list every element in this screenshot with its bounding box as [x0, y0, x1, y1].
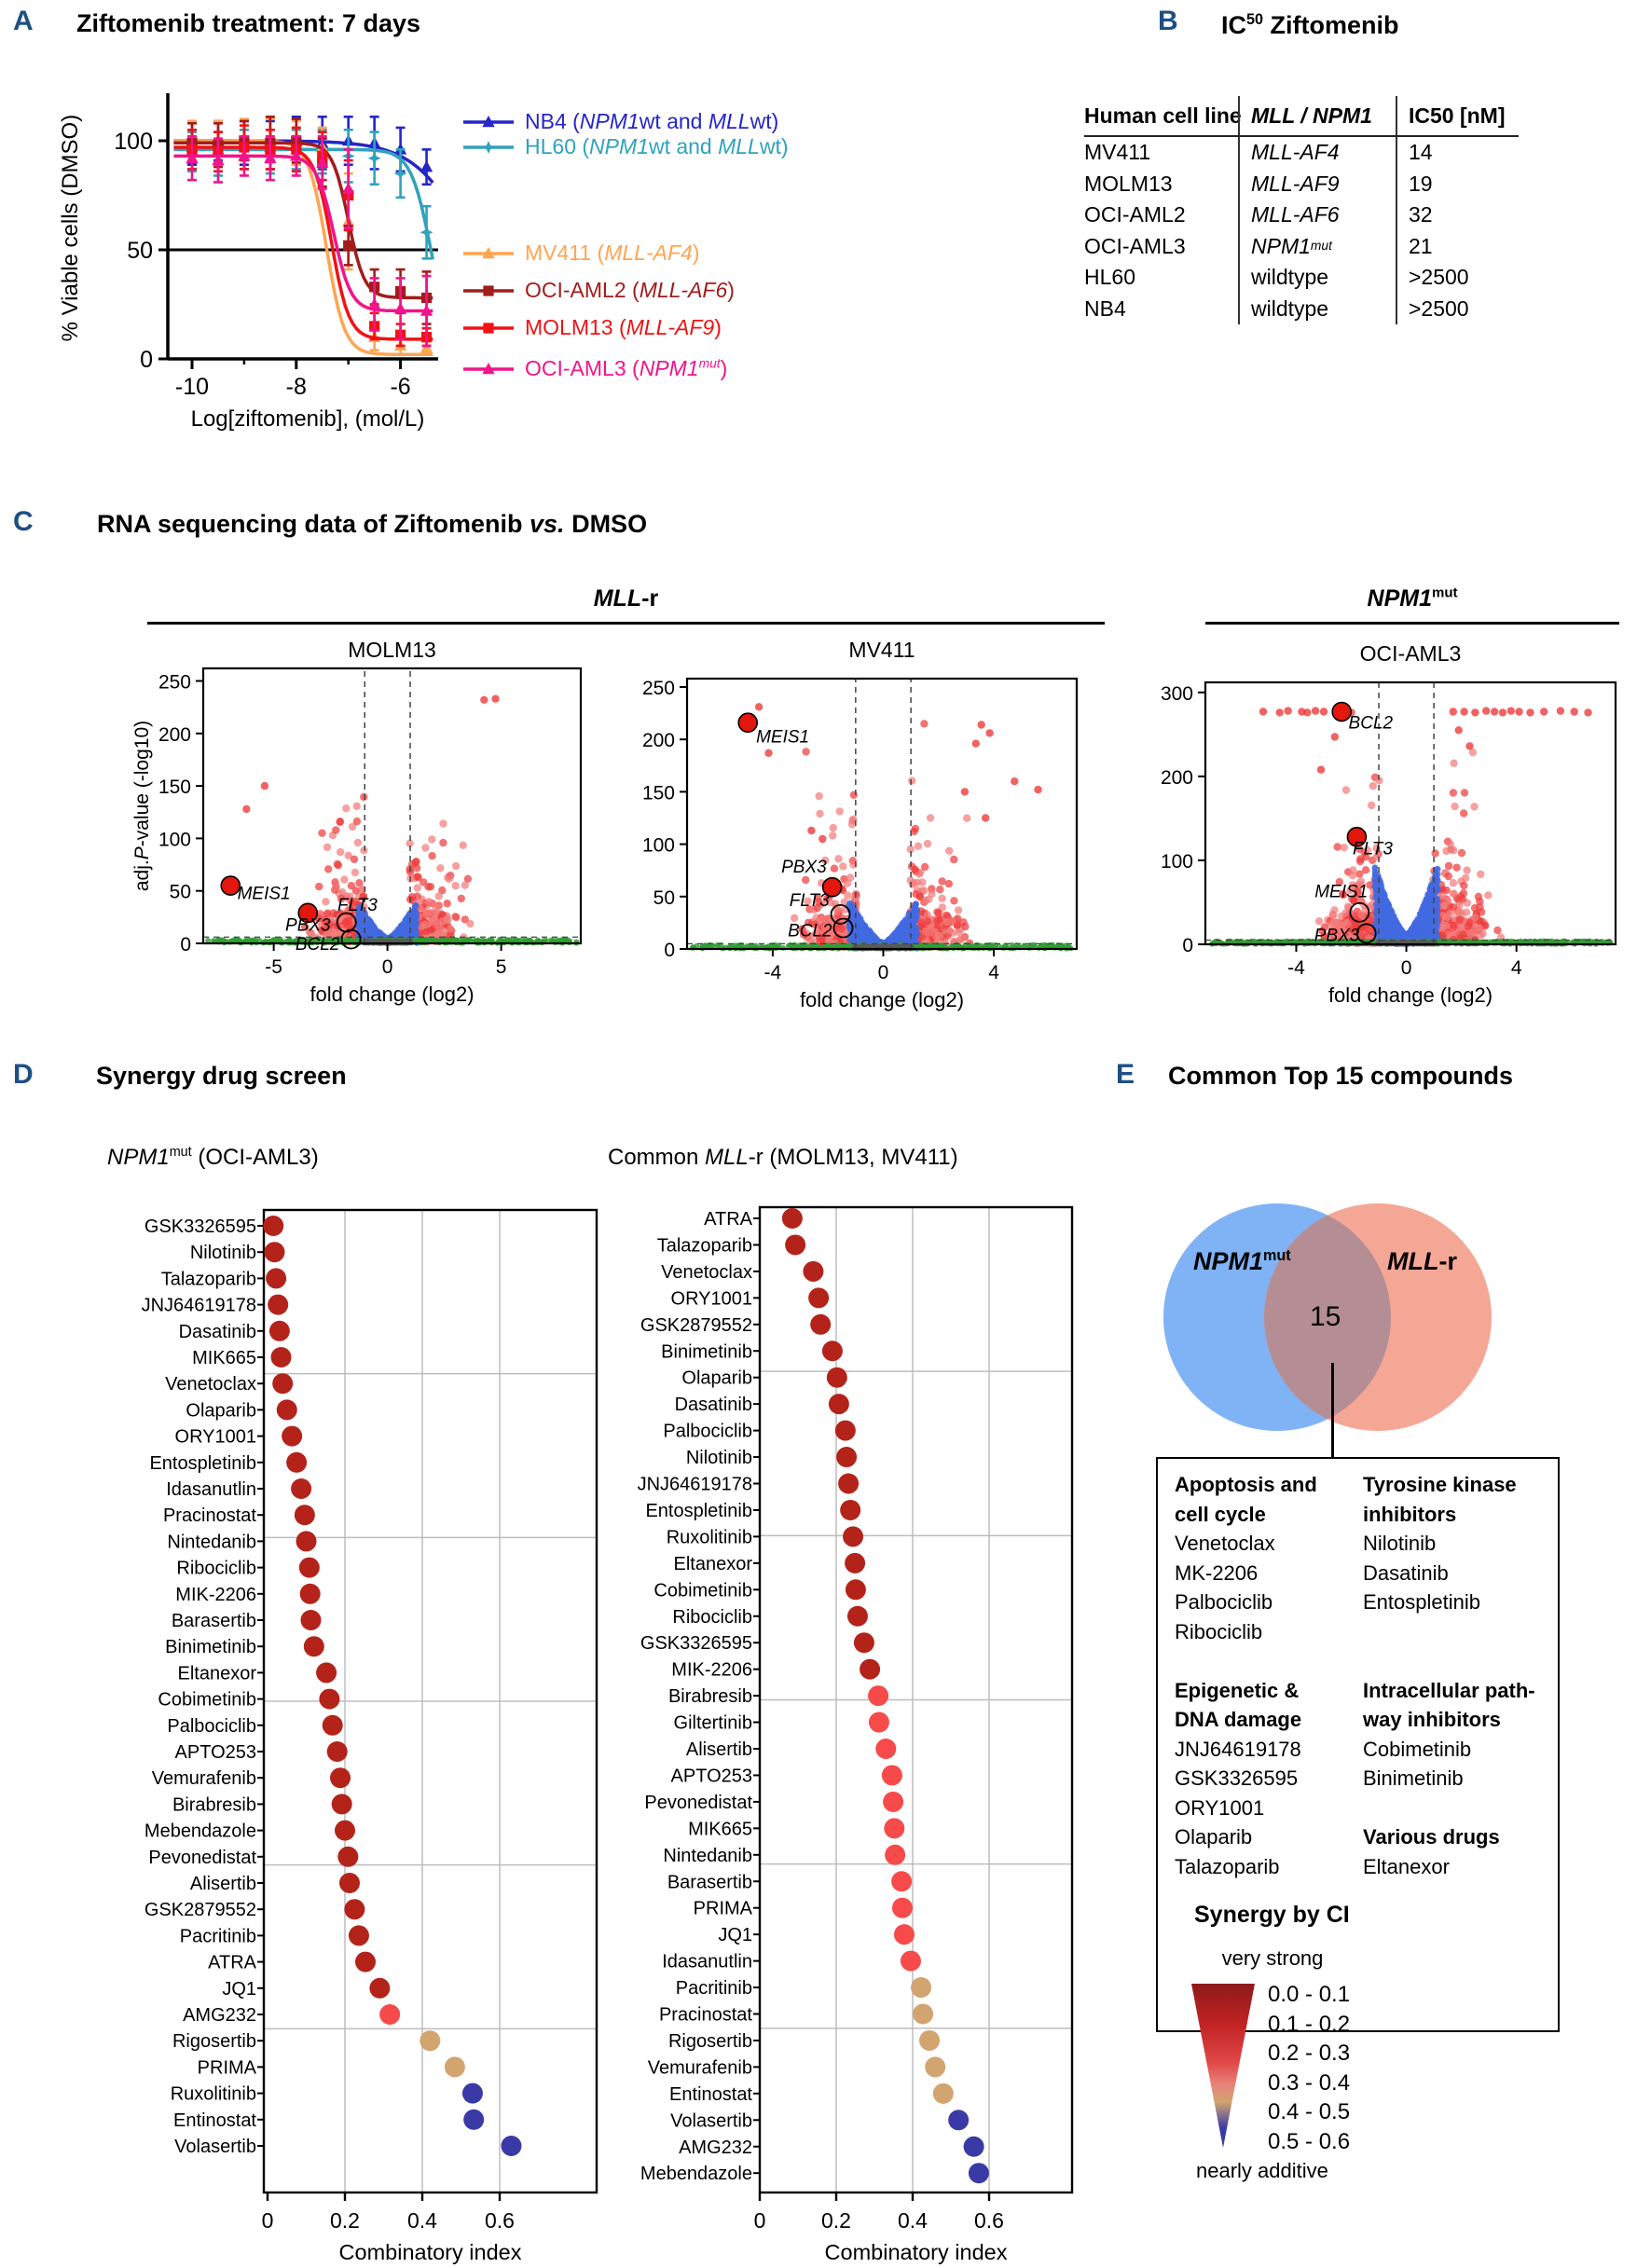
table-cell: MOLM13 [1084, 171, 1173, 196]
table-cell: NB4 [1084, 296, 1126, 321]
svg-text:Log[ziftomenib], (mol/L): Log[ziftomenib], (mol/L) [190, 406, 425, 432]
synergy-dotplot-mllr [559, 1198, 1137, 2268]
compound-spacer [1363, 1794, 1535, 1823]
volcano-title-oci-aml3: OCI-AML3 [1359, 641, 1462, 666]
compound-line: GSK3326595 [1175, 1766, 1299, 1790]
svg-text:PBX3: PBX3 [285, 915, 331, 936]
panel-e-label: E [1116, 1059, 1135, 1090]
table-cell: 14 [1396, 137, 1519, 169]
compound-line: way inhibitors [1363, 1708, 1501, 1731]
svg-text:5: 5 [495, 956, 507, 978]
synergy-legend-top-label: very strong [1221, 1946, 1324, 1970]
svg-text:50: 50 [653, 887, 675, 909]
compound-line: Cobimetinib [1363, 1737, 1472, 1761]
panel-d-label: D [13, 1059, 34, 1090]
svg-text:0: 0 [180, 934, 191, 955]
legend-item-oci-aml3 [461, 356, 727, 381]
legend-label: MV411 (MLL-AF4) [525, 241, 700, 265]
svg-text:250: 250 [641, 677, 675, 699]
svg-text:4: 4 [988, 962, 999, 983]
venn-overlap-count: 15 [1310, 1301, 1341, 1332]
table-cell: MLL-AF4 [1238, 137, 1396, 169]
table-cell: Human cell line [1084, 103, 1242, 128]
svg-text:200: 200 [641, 730, 675, 752]
panel-b-label: B [1158, 6, 1178, 36]
venn-connector-line [1331, 1363, 1334, 1457]
legend-label: OCI-AML3 $(NPM1^{mut})$ [525, 356, 728, 380]
table-cell: MLL-AF6 [1238, 199, 1396, 231]
table-cell: MV411 [1084, 140, 1151, 165]
legend-label: MOLM13 (MLL-AF9) [525, 315, 722, 339]
volcano-plot-oci-aml3 [1135, 671, 1623, 1009]
synergy-dotplot-npm1 [56, 1198, 634, 2268]
legend-item-hl60 [461, 134, 789, 159]
compound-column-left [1175, 1470, 1317, 1881]
synergy-legend-title: Synergy by CI [1194, 1902, 1350, 1928]
venn-label-npm1: $NPM1^{mut}$ [1193, 1247, 1291, 1275]
table-cell: OCI-AML2 [1084, 202, 1186, 227]
compound-spacer [1363, 1646, 1535, 1676]
group-header-npm1mut: $NPM1^{mut}$ [1367, 584, 1458, 612]
ci-range-label: 0.0 - 0.1 [1268, 1982, 1351, 2007]
venn-label-mllr: MLL-r [1387, 1247, 1457, 1275]
compound-line: cell cycle [1175, 1502, 1266, 1526]
ci-range-label: 0.1 - 0.2 [1268, 2011, 1351, 2037]
compound-line: Dasatinib [1363, 1560, 1449, 1585]
panel-a-label: A [13, 6, 34, 36]
table-cell: IC50 [nM] [1396, 96, 1519, 135]
volcano-plot-molm13 [133, 657, 588, 1010]
compound-line: Nilotinib [1363, 1532, 1437, 1555]
compound-line: Olaparib [1175, 1825, 1253, 1849]
compound-line: Intracellular path- [1363, 1678, 1535, 1702]
table-cell: OCI-AML3 [1084, 233, 1186, 258]
table-cell: wildtype [1238, 294, 1396, 325]
ci-range-label: 0.4 - 0.5 [1268, 2099, 1351, 2125]
synergy-legend-bottom-label: nearly additive [1196, 2159, 1328, 2182]
svg-text:150: 150 [641, 782, 675, 804]
compound-column-right [1363, 1470, 1535, 1881]
svg-text:MEIS1: MEIS1 [756, 727, 810, 748]
table-cell: NPM1 mut [1238, 231, 1396, 263]
compound-line: Apoptosis and [1175, 1473, 1317, 1496]
compound-line: Venetoclax [1175, 1532, 1275, 1555]
svg-text:MEIS1: MEIS1 [237, 884, 291, 904]
panel-d-title: Synergy drug screen [96, 1062, 347, 1090]
panel-e-title: Common Top 15 compounds [1168, 1062, 1513, 1090]
svg-text:BCL2: BCL2 [295, 934, 340, 955]
group-header-mll-r: MLL-r [593, 585, 659, 612]
svg-text:0: 0 [381, 956, 393, 978]
ci-range-label: 0.5 - 0.6 [1268, 2129, 1351, 2154]
svg-text:fold change (log2): fold change (log2) [310, 983, 475, 1006]
dotplot-subtitle-npm1: $NPM1^{mut}$ (OCI-AML3) [107, 1145, 319, 1170]
svg-text:-6: -6 [390, 374, 411, 400]
compound-line: Talazoparib [1175, 1854, 1280, 1878]
svg-text:250: 250 [158, 671, 191, 694]
compound-line: inhibitors [1363, 1502, 1457, 1526]
svg-text:fold change (log2): fold change (log2) [799, 988, 965, 1011]
table-cell: HL60 [1084, 265, 1135, 290]
svg-text:-10: -10 [174, 374, 210, 400]
table-cell: MLL / NPM1 [1238, 96, 1396, 135]
ci-range-label: 0.2 - 0.3 [1268, 2041, 1351, 2067]
svg-text:0: 0 [877, 962, 889, 983]
svg-text:100: 100 [114, 129, 153, 155]
table-cell: wildtype [1238, 262, 1396, 294]
svg-text:-8: -8 [285, 374, 307, 400]
legend-item-mv411 [461, 241, 699, 266]
table-row [1084, 169, 1519, 200]
panel-a-title: Ziftomenib treatment: 7 days [76, 9, 421, 37]
svg-text:0: 0 [664, 940, 675, 961]
dose-legend [461, 51, 984, 424]
compound-line: JNJ64619178 [1175, 1737, 1301, 1761]
group-underline-npm1mut [1205, 622, 1619, 625]
ci-range-label: 0.3 - 0.4 [1268, 2069, 1351, 2096]
table-cell: 21 [1396, 231, 1519, 263]
compound-line: ORY1001 [1175, 1795, 1265, 1820]
table-cell: 32 [1396, 199, 1519, 231]
svg-text:adj.P-value (-log10): adj.P-value (-log10) [131, 720, 153, 892]
svg-text:100: 100 [158, 829, 191, 851]
table-header-row [1084, 96, 1519, 137]
compound-spacer [1363, 1617, 1535, 1647]
volcano-title-molm13: MOLM13 [348, 638, 436, 662]
compound-line: Eltanexor [1363, 1854, 1450, 1878]
compound-line: Ribociclib [1175, 1619, 1263, 1643]
compound-line: Various drugs [1363, 1825, 1500, 1849]
table-cell: >2500 [1396, 262, 1519, 294]
svg-text:PBX3: PBX3 [781, 857, 827, 877]
panel-b-title: IC$^{50}$ Ziftomenib [1221, 11, 1399, 39]
table-row [1084, 262, 1519, 294]
svg-text:50: 50 [169, 881, 191, 903]
compound-spacer [1175, 1646, 1317, 1676]
table-row [1084, 294, 1519, 325]
compound-line: Palbociclib [1175, 1590, 1273, 1614]
compound-line: Binimetinib [1363, 1766, 1464, 1790]
compound-line: Epigenetic & [1175, 1678, 1300, 1702]
compound-line: DNA damage [1175, 1708, 1302, 1731]
dotplot-subtitle-mllr: Common MLL-r (MOLM13, MV411) [608, 1145, 958, 1170]
svg-text:50: 50 [127, 238, 153, 264]
compound-line: MK-2206 [1175, 1560, 1259, 1585]
svg-text:0: 0 [140, 347, 153, 373]
svg-text:% Viable cells (DMSO): % Viable cells (DMSO) [58, 114, 83, 342]
svg-text:200: 200 [158, 723, 191, 746]
volcano-plot-mv411 [617, 667, 1084, 1012]
table-row [1084, 137, 1519, 169]
legend-item-oci-aml2 [461, 278, 735, 303]
compound-line: Tyrosine kinase [1363, 1473, 1517, 1496]
legend-label: HL60 (NPM1wt and MLLwt) [525, 134, 789, 158]
panel-c-label: C [13, 506, 34, 537]
ic50-table [1084, 96, 1519, 324]
svg-text:FLT3: FLT3 [337, 896, 378, 916]
synergy-gradient-triangle [1191, 1984, 1255, 2148]
compound-line: Entospletinib [1363, 1590, 1480, 1614]
svg-text:-4: -4 [763, 962, 782, 983]
table-cell: MLL-AF9 [1238, 169, 1396, 200]
svg-text:BCL2: BCL2 [788, 921, 832, 942]
svg-text:100: 100 [641, 834, 675, 857]
panel-c-title: RNA sequencing data of Ziftomenib vs. DMSO [97, 510, 648, 538]
table-cell: 19 [1396, 169, 1519, 200]
volcano-title-mv411: MV411 [848, 638, 915, 662]
legend-label: OCI-AML2 (MLL-AF6) [525, 278, 735, 302]
svg-text:150: 150 [158, 777, 191, 799]
group-underline-mll-r [147, 622, 1105, 625]
svg-text:-5: -5 [265, 956, 282, 978]
legend-item-nb4 [461, 109, 778, 134]
legend-label: NB4 (NPM1wt and MLLwt) [525, 109, 779, 133]
table-row [1084, 199, 1519, 231]
legend-item-molm13 [461, 315, 722, 340]
svg-text:FLT3: FLT3 [789, 890, 830, 911]
table-row [1084, 231, 1519, 263]
table-cell: >2500 [1396, 294, 1519, 325]
